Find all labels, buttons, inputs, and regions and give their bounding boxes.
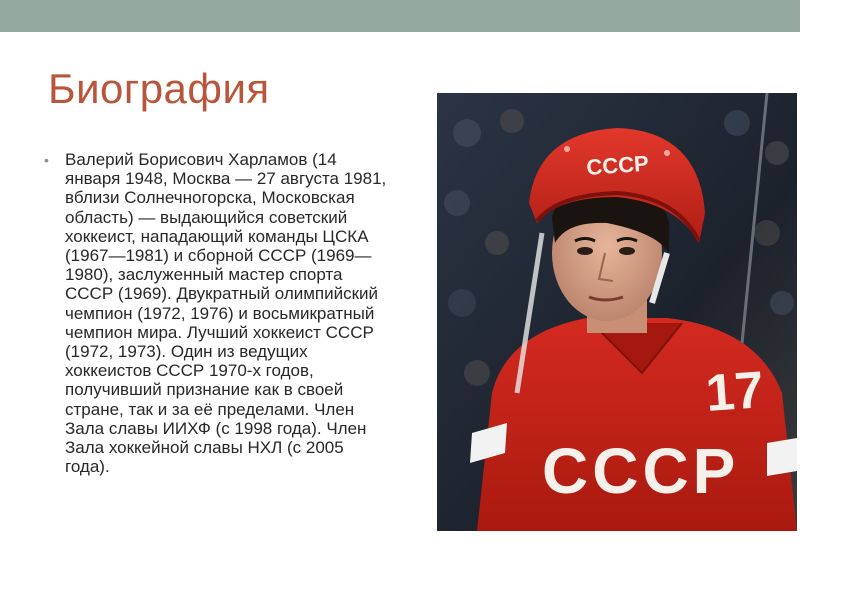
helmet-lettering: СССР xyxy=(585,150,650,180)
player-photo-illustration xyxy=(437,93,797,531)
biography-text: Валерий Борисович Харламов (14 января 1948, Москва — 27 августа 1981, вблизи Солнечногорска, Московская область) — выдающийся советский хоккеист, нападающий команды ЦСКА (1967—1981) и сборной СССР (1969—1980), заслуженный мастер спорта СССР (1969). Двукратный олимпийский чемпион (1972, 1976) и восьмикратный чемпион мира. Лучший хоккеист СССР (1972, 1973). Один из ведущих хоккеистов СССР 1970-х годов, получивший признание как в своей стране, так и за её пределами. Член Зала славы ИИХФ (с 1998 года). Член Зала хоккейной славы НХЛ (с 2005 года). xyxy=(65,150,387,477)
eye-left xyxy=(577,247,593,255)
player-photo xyxy=(437,93,797,531)
jersey-number: 17 xyxy=(703,361,766,423)
eye-right xyxy=(619,247,635,255)
bullet-icon: • xyxy=(44,152,49,168)
sleeve-stripe-right xyxy=(767,438,797,476)
slide-title: Биография xyxy=(48,65,270,112)
top-accent-band xyxy=(0,0,800,32)
jersey-lettering: СССР xyxy=(542,435,740,507)
list-item xyxy=(44,150,389,476)
body-list xyxy=(44,150,389,476)
